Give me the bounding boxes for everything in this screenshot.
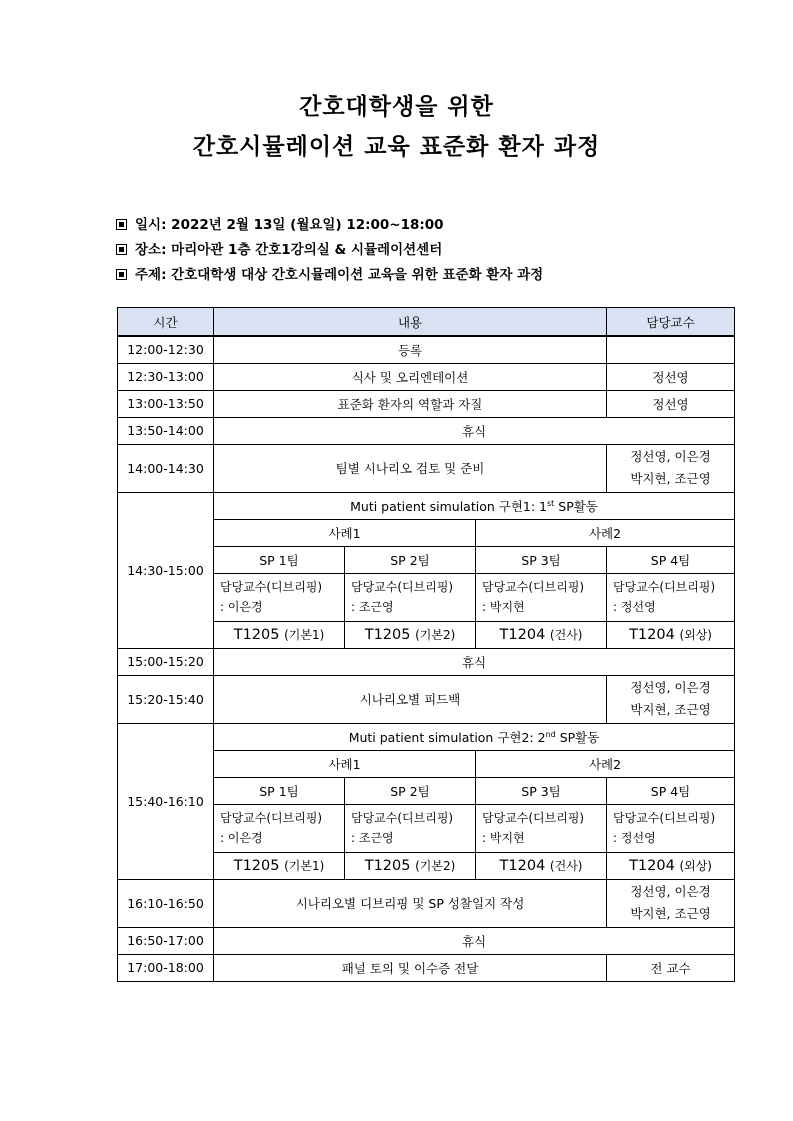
team-label: SP 1팀: [214, 546, 345, 573]
room-note: (건사): [549, 859, 583, 873]
team-label: SP 3팀: [476, 777, 607, 804]
sim-title-suffix: SP활동: [554, 498, 598, 514]
debrief-cell: [214, 573, 345, 621]
debrief-name: : 정선영: [613, 831, 656, 845]
debrief-label: 담당교수(디브리핑): [220, 580, 323, 594]
debrief-cell: [476, 804, 607, 852]
table-row: [118, 927, 735, 954]
info-topic-text: 주제: 간호대학생 대상 간호시뮬레이션 교육을 위한 표준화 환자 과정: [135, 267, 544, 283]
room-cell: [607, 621, 735, 648]
row-professor: [607, 336, 735, 363]
info-date-text: 일시: 2022년 2월 13일 (월요일) 12:00~18:00: [135, 217, 444, 233]
square-bullet-icon: [116, 244, 127, 255]
debrief-name: : 정선영: [613, 600, 656, 614]
row-time: 12:30-13:00: [118, 363, 214, 390]
row-content: 식사 및 오리엔테이션: [214, 363, 607, 390]
room-code: T1204: [499, 627, 546, 643]
header-content: 내용: [214, 308, 607, 337]
row-content: 휴식: [214, 648, 735, 675]
row-time: 12:00-12:30: [118, 336, 214, 363]
table-row: [118, 879, 735, 927]
room-code: T1205: [364, 627, 411, 643]
sim1-title-row: [118, 492, 735, 519]
row-professor: 정선영: [607, 363, 735, 390]
debrief-label: 담당교수(디브리핑): [220, 811, 323, 825]
team-label: SP 1팀: [214, 777, 345, 804]
row-time: 13:50-14:00: [118, 417, 214, 444]
team-label: SP 3팀: [476, 546, 607, 573]
square-bullet-icon: [116, 269, 127, 280]
debrief-name: : 조근영: [351, 831, 394, 845]
debrief-cell: [476, 573, 607, 621]
debrief-label: 담당교수(디브리핑): [613, 811, 716, 825]
professor-line: 정선영, 이은경: [630, 680, 711, 695]
debrief-name: : 박지현: [482, 600, 525, 614]
team-label: SP 4팀: [607, 546, 735, 573]
row-time: 16:50-17:00: [118, 927, 214, 954]
professor-line: 박지현, 조근영: [630, 906, 711, 921]
case-label: 사례2: [476, 750, 735, 777]
row-content: 팀별 시나리오 검토 및 준비: [214, 444, 607, 492]
room-note: (기본1): [284, 859, 325, 873]
sim-title-suffix: SP활동: [555, 729, 600, 745]
sim-title-text: Muti patient simulation 구현1: 1: [350, 498, 547, 514]
table-row: [118, 417, 735, 444]
room-note: (기본2): [415, 628, 456, 642]
table-row: [118, 648, 735, 675]
debrief-label: 담당교수(디브리핑): [613, 580, 716, 594]
room-cell: [476, 621, 607, 648]
row-time: 17:00-18:00: [118, 954, 214, 981]
row-content: 패널 토의 및 이수증 전달: [214, 954, 607, 981]
debrief-name: : 조근영: [351, 600, 394, 614]
debrief-label: 담당교수(디브리핑): [351, 580, 454, 594]
case-label: 사례2: [476, 519, 735, 546]
room-code: T1204: [499, 858, 546, 874]
row-time: 14:00-14:30: [118, 444, 214, 492]
debrief-label: 담당교수(디브리핑): [482, 811, 585, 825]
info-date: [116, 213, 444, 233]
table-row: [118, 336, 735, 363]
table-row: [118, 390, 735, 417]
sim1-title: [214, 492, 735, 519]
room-cell: [214, 852, 345, 879]
professor-line: 박지현, 조근영: [630, 702, 711, 717]
professor-line: 정선영, 이은경: [630, 884, 711, 899]
row-professor: [607, 444, 735, 492]
room-cell: [345, 621, 476, 648]
room-cell: [476, 852, 607, 879]
debrief-cell: [345, 804, 476, 852]
debrief-name: : 이은경: [220, 831, 263, 845]
row-time: 14:30-15:00: [118, 492, 214, 648]
case-label: 사례1: [214, 519, 476, 546]
room-code: T1205: [233, 858, 280, 874]
row-professor: 정선영: [607, 390, 735, 417]
sim-title-sup: nd: [545, 729, 556, 739]
row-content: 휴식: [214, 417, 735, 444]
team-label: SP 2팀: [345, 546, 476, 573]
debrief-cell: [607, 804, 735, 852]
table-row: [118, 363, 735, 390]
room-code: T1205: [233, 627, 280, 643]
room-note: (기본1): [284, 628, 325, 642]
debrief-label: 담당교수(디브리핑): [482, 580, 585, 594]
room-note: (건사): [549, 628, 583, 642]
row-professor: [607, 879, 735, 927]
row-time: 16:10-16:50: [118, 879, 214, 927]
info-topic: [116, 263, 543, 283]
case-label: 사례1: [214, 750, 476, 777]
row-time: 15:40-16:10: [118, 723, 214, 879]
sim-title-sup: st: [547, 498, 555, 508]
room-cell: [607, 852, 735, 879]
row-content: 시나리오별 디브리핑 및 SP 성찰일지 작성: [214, 879, 607, 927]
room-note: (외상): [679, 859, 712, 873]
room-cell: [345, 852, 476, 879]
row-professor: 전 교수: [607, 954, 735, 981]
row-content: 등록: [214, 336, 607, 363]
professor-line: 박지현, 조근영: [630, 471, 711, 486]
document-title-line2: 간호시뮬레이션 교육 표준화 환자 과정: [192, 134, 601, 160]
room-cell: [214, 621, 345, 648]
row-content: 시나리오별 피드백: [214, 675, 607, 723]
info-place-text: 장소: 마리아관 1층 간호1강의실 & 시뮬레이션센터: [135, 242, 443, 258]
square-bullet-icon: [116, 219, 127, 230]
row-content: 휴식: [214, 927, 735, 954]
schedule-table: [117, 307, 735, 982]
room-code: T1204: [629, 858, 675, 874]
debrief-name: : 이은경: [220, 600, 263, 614]
team-label: SP 2팀: [345, 777, 476, 804]
table-row: [118, 444, 735, 492]
debrief-name: : 박지현: [482, 831, 525, 845]
room-note: (기본2): [415, 859, 456, 873]
debrief-label: 담당교수(디브리핑): [351, 811, 454, 825]
row-content: 표준화 환자의 역할과 자질: [214, 390, 607, 417]
room-code: T1204: [629, 627, 675, 643]
row-time: 13:00-13:50: [118, 390, 214, 417]
header-time: 시간: [118, 308, 214, 337]
info-place: [116, 238, 442, 258]
sim2-title: [214, 723, 735, 750]
row-professor: [607, 675, 735, 723]
table-row: [118, 675, 735, 723]
table-header-row: [118, 308, 735, 337]
sim-title-text: Muti patient simulation 구현2: 2: [348, 729, 546, 745]
room-code: T1205: [364, 858, 411, 874]
team-label: SP 4팀: [607, 777, 735, 804]
debrief-cell: [345, 573, 476, 621]
row-time: 15:20-15:40: [118, 675, 214, 723]
professor-line: 정선영, 이은경: [630, 449, 711, 464]
sim2-title-row: [118, 723, 735, 750]
debrief-cell: [607, 573, 735, 621]
table-row: [118, 954, 735, 981]
document-title-line1: 간호대학생을 위한: [299, 94, 494, 120]
room-note: (외상): [679, 628, 712, 642]
debrief-cell: [214, 804, 345, 852]
header-professor: 담당교수: [607, 308, 735, 337]
row-time: 15:00-15:20: [118, 648, 214, 675]
